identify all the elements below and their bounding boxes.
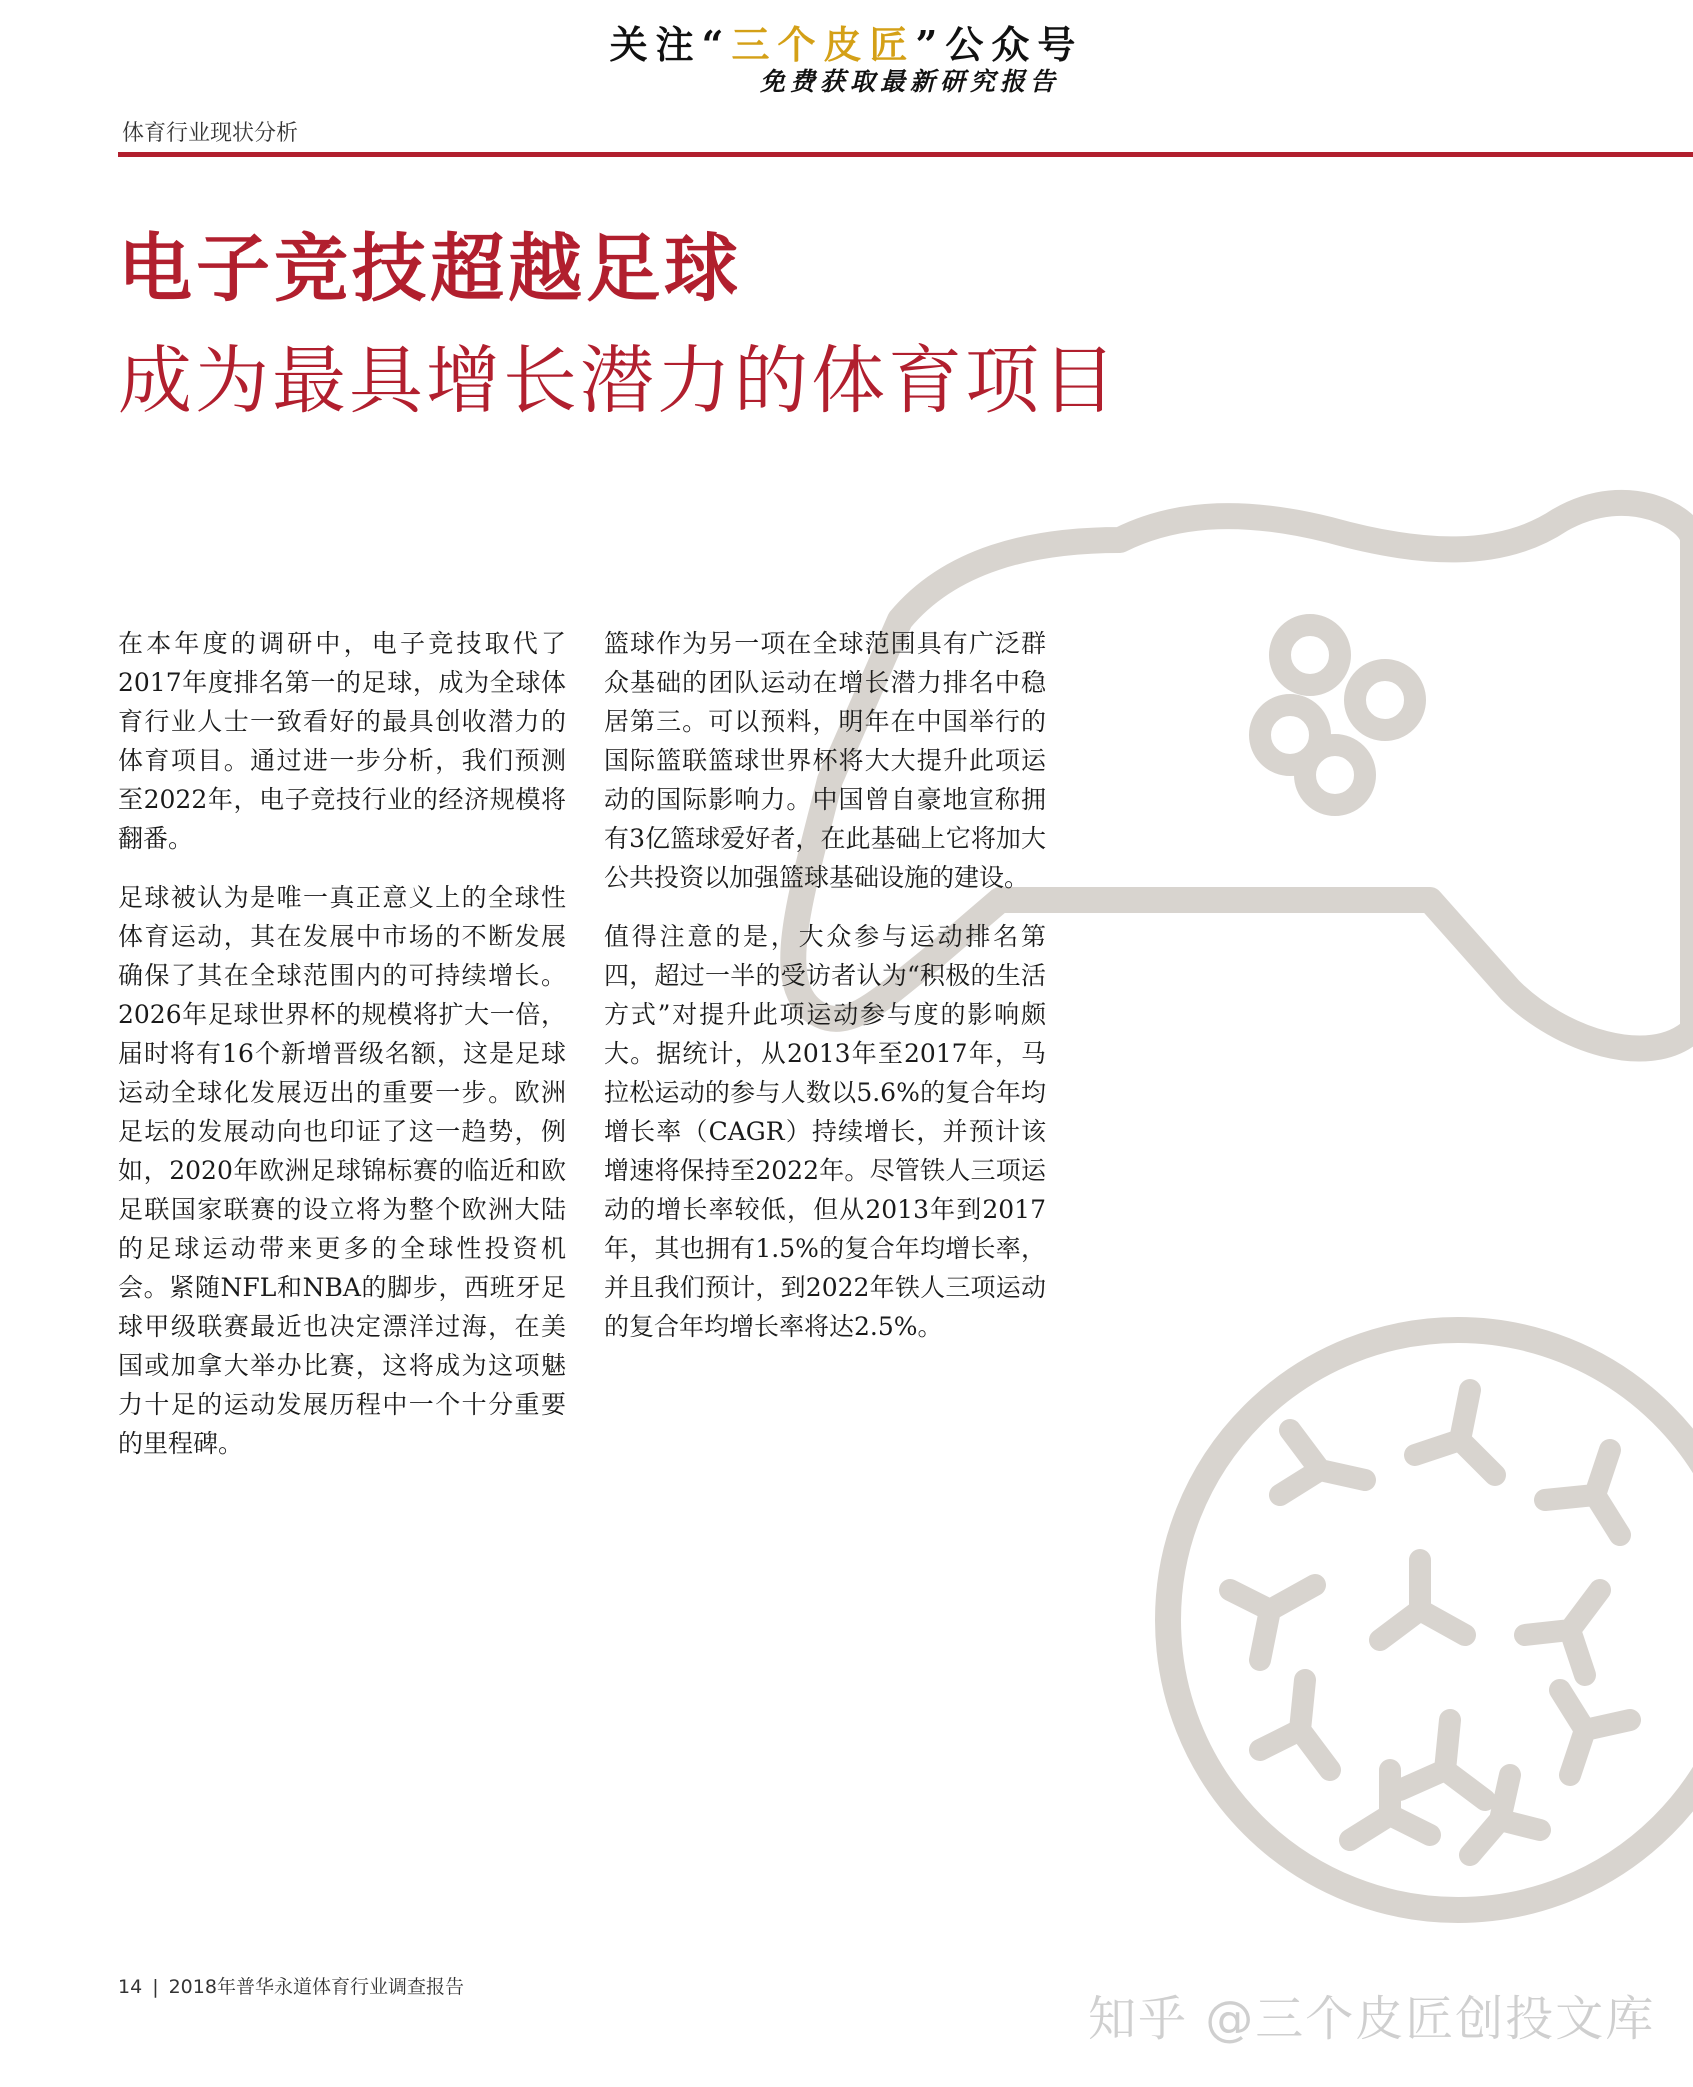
body-column-left	[118, 624, 566, 1483]
footer-separator: |	[152, 1976, 159, 1998]
page-number: 14	[118, 1976, 143, 1998]
promo-suffix: ”公众号	[915, 22, 1084, 67]
page-title-line2: 成为最具增长潜力的体育项目	[118, 338, 1119, 424]
page-title-line1: 电子竞技超越足球	[118, 226, 742, 312]
promo-prefix: 关注“	[609, 22, 732, 67]
paragraph-football: 足球被认为是唯一真正意义上的全球性体育运动，其在发展中市场的不断发展确保了其在全球范围内的可持续增长。2026年足球世界杯的规模将扩大一倍，届时将有16个新增晋级名额，这是足球运动全球化发展迈出的重要一步。欧洲足坛的发展动向也印证了这一趋势，例如，2020年欧洲足球锦标赛的临近和欧足联国家联赛的设立将为整个欧洲大陆的足球运动带来更多的全球性投资机会。紧随NFL和NBA的脚步，西班牙足球甲级联赛最近也决定漂洋过海，在美国或加拿大举办比赛，这将成为这项魅力十足的运动发展历程中一个十分重要的里程碑。	[118, 883, 566, 1458]
section-label: 体育行业现状分析	[122, 121, 299, 146]
soccer-ball-icon	[1168, 1330, 1693, 1910]
controller-buttons-icon	[1260, 625, 1415, 805]
page-footer	[118, 1972, 464, 1999]
promo-accent: 三个皮匠	[731, 22, 916, 67]
paragraph-esports: 在本年度的调研中，电子竞技取代了2017年度排名第一的足球，成为全球体育行业人士一致看好的最具创收潜力的体育项目。通过进一步分析，我们预测至2022年，电子竞技行业的经济规模将翻番。	[118, 629, 566, 853]
body-column-right	[604, 624, 1046, 1366]
promo-subtitle: 免费获取最新研究报告	[760, 67, 1061, 96]
paragraph-mass-participation: 值得注意的是，大众参与运动排名第四，超过一半的受访者认为“积极的生活方式”对提升此项运动参与度的影响颇大。据统计，从2013年至2017年，马拉松运动的参与人数以5.6%的复合年均增长率（CAGR）持续增长，并预计该增速将保持至2022年。尽管铁人三项运动的增长率较低，但从2013年到2017年，其也拥有1.5%的复合年均增长率，并且我们预计，到2022年铁人三项运动的复合年均增长率将达2.5%。	[604, 922, 1046, 1341]
report-title: 2018年普华永道体育行业调查报告	[168, 1976, 464, 1998]
watermark-text: 知乎 @三个皮匠创投文库	[1088, 1991, 1656, 2047]
paragraph-basketball: 篮球作为另一项在全球范围具有广泛群众基础的团队运动在增长潜力排名中稳居第三。可以预料，明年在中国举行的国际篮联篮球世界杯将大大提升此项运动的国际影响力。中国曾自豪地宣称拥有3亿篮球爱好者，在此基础上它将加大公共投资以加强篮球基础设施的建设。	[604, 629, 1046, 892]
